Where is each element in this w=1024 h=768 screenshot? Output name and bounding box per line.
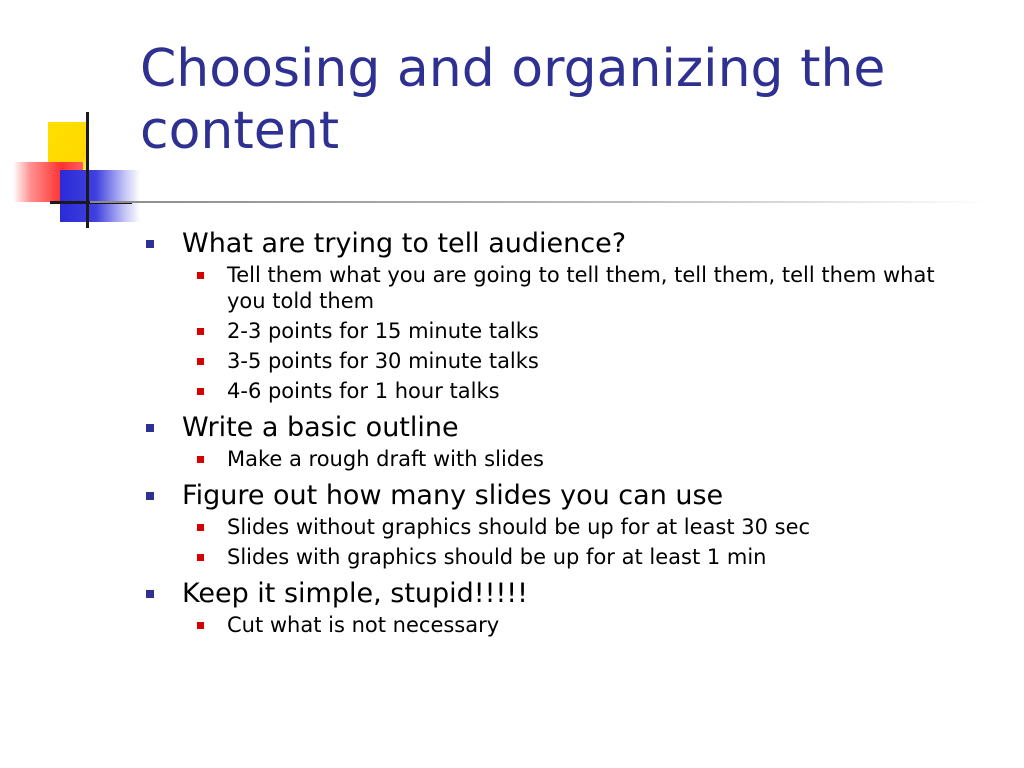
sub-bullet-list: [182, 446, 960, 472]
sub-bullet-item: [182, 318, 960, 344]
bullet-item: [140, 478, 960, 570]
bullet-text: What are trying to tell audience?: [182, 228, 627, 259]
sub-bullet-text: Make a rough draft with slides: [227, 447, 544, 471]
title-divider: [90, 201, 990, 203]
bullet-square-icon: [146, 240, 154, 248]
sub-bullet-square-icon: [197, 524, 204, 531]
sub-bullet-item: [182, 514, 960, 540]
sub-bullet-square-icon: [197, 456, 204, 463]
bullet-item: [140, 576, 960, 638]
sub-bullet-text: 2-3 points for 15 minute talks: [227, 319, 539, 343]
sub-bullet-square-icon: [197, 272, 204, 279]
bullet-item: [140, 226, 960, 404]
sub-bullet-item: [182, 378, 960, 404]
slide-content: [140, 226, 960, 644]
sub-bullet-text: Tell them what you are going to tell them, tell them, tell them what you told them: [227, 263, 935, 313]
sub-bullet-list: [182, 514, 960, 570]
sub-bullet-list: [182, 612, 960, 638]
logo-blue-square: [60, 170, 140, 222]
sub-bullet-item: [182, 262, 960, 314]
sub-bullet-square-icon: [197, 388, 204, 395]
sub-bullet-square-icon: [197, 358, 204, 365]
sub-bullet-item: [182, 348, 960, 374]
bullet-text: Figure out how many slides you can use: [182, 480, 724, 511]
sub-bullet-text: Slides without graphics should be up for at least 30 sec: [227, 515, 811, 539]
sub-bullet-text: 4-6 points for 1 hour talks: [227, 379, 500, 403]
sub-bullet-list: [182, 262, 960, 404]
sub-bullet-square-icon: [197, 622, 204, 629]
bullet-square-icon: [146, 590, 154, 598]
logo-vertical-line: [86, 112, 89, 228]
sub-bullet-square-icon: [197, 554, 204, 561]
sub-bullet-item: [182, 544, 960, 570]
decorative-logo: [0, 0, 150, 240]
bullet-square-icon: [146, 492, 154, 500]
bullet-item: [140, 410, 960, 472]
sub-bullet-text: 3-5 points for 30 minute talks: [227, 349, 539, 373]
bullet-list: [140, 226, 960, 638]
bullet-square-icon: [146, 424, 154, 432]
sub-bullet-item: [182, 612, 960, 638]
sub-bullet-square-icon: [197, 328, 204, 335]
sub-bullet-text: Cut what is not necessary: [227, 613, 500, 637]
slide-title: Choosing and organizing the content: [140, 39, 886, 161]
bullet-text: Write a basic outline: [182, 412, 459, 443]
sub-bullet-text: Slides with graphics should be up for at least 1 min: [227, 545, 767, 569]
bullet-text: Keep it simple, stupid!!!!!: [182, 578, 528, 609]
sub-bullet-item: [182, 446, 960, 472]
